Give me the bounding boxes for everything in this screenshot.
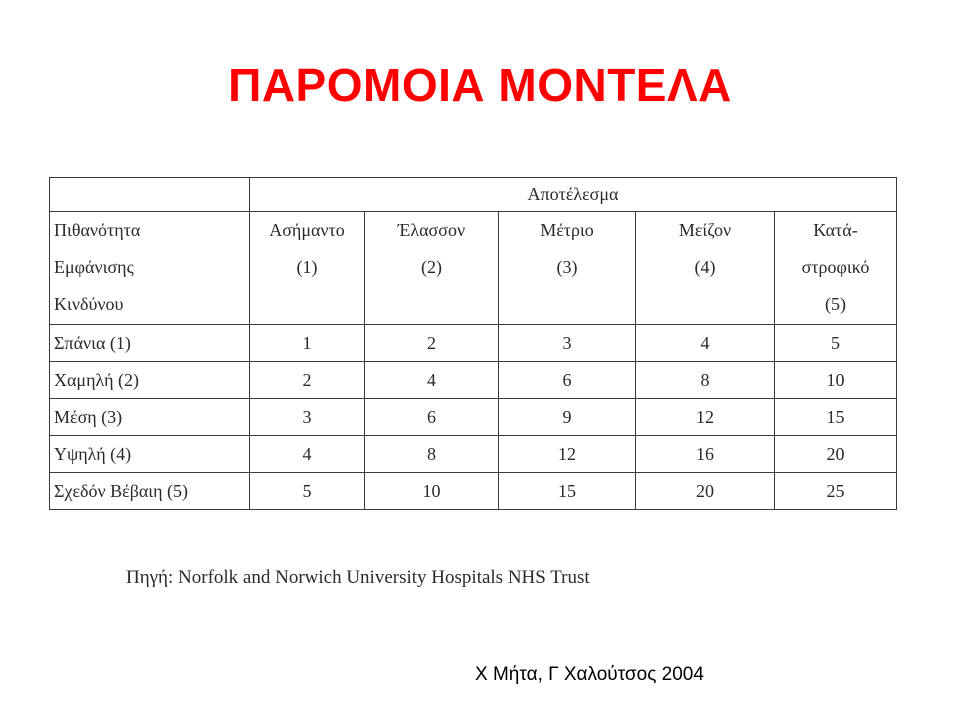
score-cell: 12 bbox=[499, 436, 636, 473]
score-cell: 1 bbox=[250, 325, 365, 362]
score-cell: 5 bbox=[775, 325, 897, 362]
empty-corner-cell bbox=[50, 178, 250, 212]
score-cell: 5 bbox=[250, 473, 365, 510]
table-row bbox=[50, 473, 897, 510]
row-label: Χαμηλή (2) bbox=[50, 362, 250, 399]
score-cell: 15 bbox=[775, 399, 897, 436]
score-cell: 16 bbox=[636, 436, 775, 473]
likelihood-header bbox=[50, 212, 250, 325]
score-cell: 20 bbox=[636, 473, 775, 510]
column-header-line: (4) bbox=[694, 257, 716, 277]
score-cell: 25 bbox=[775, 473, 897, 510]
score-cell: 3 bbox=[499, 325, 636, 362]
column-header-line: στροφικό bbox=[801, 257, 870, 277]
column-header-line: (3) bbox=[556, 257, 578, 277]
author-credit: Χ Μήτα, Γ Χαλούτσος 2004 bbox=[475, 664, 704, 685]
score-cell: 8 bbox=[365, 436, 499, 473]
score-cell: 2 bbox=[250, 362, 365, 399]
slide-title: ΠΑΡΟΜΟΙΑ ΜΟΝΤΕΛΑ bbox=[228, 59, 732, 111]
column-header-line: Ασήμαντο bbox=[269, 220, 345, 240]
outcome-group-header: Αποτέλεσμα bbox=[250, 178, 897, 212]
column-header-line: Μείζον bbox=[678, 220, 732, 240]
source-note: Πηγή: Norfolk and Norwich University Hospitals NHS Trust bbox=[126, 567, 590, 588]
column-header-minor bbox=[365, 212, 499, 325]
column-header-line: Μέτριο bbox=[540, 220, 594, 240]
column-header-line: Κατά- bbox=[813, 220, 858, 240]
likelihood-header-line: Εμφάνισης bbox=[54, 257, 134, 277]
score-cell: 4 bbox=[365, 362, 499, 399]
score-cell: 8 bbox=[636, 362, 775, 399]
score-cell: 12 bbox=[636, 399, 775, 436]
score-cell: 3 bbox=[250, 399, 365, 436]
row-label: Σπάνια (1) bbox=[50, 325, 250, 362]
score-cell: 4 bbox=[250, 436, 365, 473]
table-header-row bbox=[50, 178, 897, 212]
column-header-insignificant bbox=[250, 212, 365, 325]
score-cell: 20 bbox=[775, 436, 897, 473]
table-row bbox=[50, 436, 897, 473]
row-label: Μέση (3) bbox=[50, 399, 250, 436]
score-cell: 10 bbox=[775, 362, 897, 399]
risk-matrix-table bbox=[49, 177, 897, 510]
table-subheader-row bbox=[50, 212, 897, 325]
column-header-moderate bbox=[499, 212, 636, 325]
score-cell: 10 bbox=[365, 473, 499, 510]
table-row bbox=[50, 362, 897, 399]
column-header-major bbox=[636, 212, 775, 325]
score-cell: 6 bbox=[365, 399, 499, 436]
column-header-line: (5) bbox=[825, 294, 846, 314]
row-label: Σχεδόν Βέβαιη (5) bbox=[50, 473, 250, 510]
score-cell: 4 bbox=[636, 325, 775, 362]
row-label: Υψηλή (4) bbox=[50, 436, 250, 473]
column-header-line: (1) bbox=[296, 257, 318, 277]
column-header-catastrophic bbox=[775, 212, 897, 325]
column-header-line: (2) bbox=[421, 257, 442, 277]
table-row bbox=[50, 399, 897, 436]
likelihood-header-line: Κινδύνου bbox=[54, 294, 124, 314]
score-cell: 15 bbox=[499, 473, 636, 510]
score-cell: 2 bbox=[365, 325, 499, 362]
score-cell: 9 bbox=[499, 399, 636, 436]
likelihood-header-line: Πιθανότητα bbox=[54, 220, 141, 240]
column-header-line: Έλασσον bbox=[397, 220, 466, 240]
score-cell: 6 bbox=[499, 362, 636, 399]
table-row bbox=[50, 325, 897, 362]
